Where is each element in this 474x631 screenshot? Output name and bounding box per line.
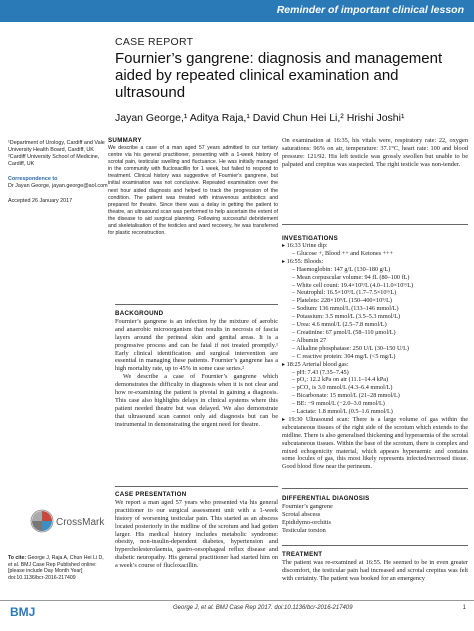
header-banner-text: Reminder of important clinical lesson [276,4,464,16]
investigation-item: – Bicarbonate: 15 mmol/L (21–28 mmol/L) [292,392,400,400]
investigation-item: – C reactive protein: 304 mg/L (<5 mg/L) [292,352,396,360]
bmj-logo-text: BMJ [10,605,36,618]
investigation-item: – pO₂: 12.2 kPa on air (11.1–14.4 kPa) [292,376,389,384]
header-banner [0,0,474,22]
ultrasound-item: ▸ 19:30 Ultrasound scan: There is a large volume of gas within the subcutaneous tissues of the right side of the scrotum which extends to the midline. There is also generalised thickening and hyperaemia of the scrotal subcutaneous tissues. Within the base of the scrotum, there is complex and mixed echogenicity material, which appears hyperaemic and contains some locules of gas, this most likely represents infected/necrosed tissue. Good blood flow near the perineum. [282,415,468,471]
investigations-heading: INVESTIGATIONS [282,235,338,242]
ddx-item: Scrotal abscess [282,510,321,518]
investigation-item: – Alkaline phosphatase: 250 U/L (30–150 U/L) [292,344,409,352]
divider [115,304,278,305]
investigation-item: – Haemoglobin: 147 g/L (130–180 g/L) [292,265,391,273]
divider [282,545,468,546]
divider [282,224,468,225]
article-title: Fournier’s gangrene: diagnosis and management aided by repeated clinical examination and ultrasound [115,50,443,101]
ddx-section [282,495,468,535]
summary-text: We describe a case of a man aged 57 years admitted to our tertiary centre via his general practitioner, presenting with a 1-week history of scrotal pain, testicular swelling and fluctuance. He was initially managed in the community with flucloxacillin for 1 week, but failed to respond to treatment. Clinical history was suggestive of Fournier’s gangrene, but initial examination was not conclusive. Repeated examination over the next hour aided diagnosis and helped to track the progression of the condition. The patient was treated with intravenous antibiotics and prepared for theatre. Since there was a delay in getting the patient to theatre, an ultrasound scan was performed to help ascertain the extent of the disease to aid surgical planning. Following successful debridement and skeletalisation of the testicles and ward recovery, he was transferred for plastic reconstruction. [108,145,278,237]
investigation-item: – Glucose +, Blood ++ and Ketones +++ [292,249,394,257]
ddx-heading: DIFFERENTIAL DIAGNOSIS [282,495,370,502]
ddx-item: Epididymo-orchitis [282,518,331,526]
article-type: CASE REPORT [115,36,194,48]
investigation-item: – Neutrophil: 16.5×10⁹/L (1.7–7.5×10⁹/L) [292,289,397,297]
investigation-item: – Creatinine: 67 μmol/L (58–110 μmol/L) [292,328,396,336]
investigation-item: – pCO₂ is 3.0 mmol/L (4.3–6.4 mmol/L) [292,384,393,392]
investigation-item: – Mean corpuscular volume: 94 fL (80–100 fL) [292,273,410,281]
investigation-item: – BE: −9 mmol/L (−2.0–3.0 mmol/L) [292,400,385,408]
author-list: Jayan George,¹ Aditya Raja,¹ David Chun Hei Li,² Hrishi Joshi¹ [115,112,405,124]
footer-citation: George J, et al. BMJ Case Rep 2017. doi:10.1136/bcr-2016-217409 [173,605,353,611]
summary-heading: SUMMARY [108,137,142,144]
case-heading: CASE PRESENTATION [115,491,187,498]
investigation-item: – Sodium: 136 mmol/L (133–146 mmol/L) [292,305,399,313]
investigation-item: – White cell count: 19.4×10⁹/L (4.0–11.0×10⁹/L) [292,281,414,289]
investigations-section [282,235,468,471]
correspondence-heading: Correspondence to [8,176,58,182]
investigation-item: ▸ 18:25 Arterial blood gas: [282,360,349,368]
footer-divider [0,600,474,601]
background-paragraph-1: Fournier’s gangrene is an infection by the mixture of aerobic and anaerobic microorganism that results in necrosis of fascia layers around the perineal skin and genital areas. It is a progressive process and can be fatal if not treated promptly.¹ Early clinical identification and surgical intervention are essential in managing these patients. Fournier’s gangrene has a high mortality rate, up to 45% in some case series.² [115,317,278,373]
investigation-item: – Potassium: 3.5 mmol/L (3.5–5.3 mmol/L) [292,313,401,321]
investigation-item: – Albumin 27 [292,336,327,344]
investigation-item: – Platelets: 228×10⁹/L (150–400×10⁹/L) [292,297,392,305]
page-number: 1 [462,605,466,611]
treatment-section [282,551,468,583]
divider [115,486,278,487]
background-heading: BACKGROUND [115,310,164,317]
correspondence-body[interactable]: Dr Jayan George, jayan.george@aol.com [8,183,108,189]
background-section [115,310,278,429]
exam-section [282,137,468,169]
investigation-item: ▸ 16:55: Bloods: [282,257,324,265]
ddx-item: Fournier’s gangrene [282,502,333,510]
investigation-item: ▸ 16:33 Urine dip: [282,242,328,249]
affiliations: ¹Department of Urology, Cardiff and Vale University Health Board, Cardiff, UK ²Cardiff University School of Medicine, Cardiff, UK [8,140,105,167]
treatment-heading: TREATMENT [282,551,323,558]
investigations-list [282,242,468,416]
cite-heading: To cite: [8,555,27,561]
investigation-item: – Urea: 4.6 mmol/L (2.5–7.8 mmol/L) [292,321,387,329]
bmj-logo [10,604,40,618]
case-paragraph: We report a man aged 57 years who presented via his general practitioner to our surgical assessment unit with a 1-week history of worsening testicular pain. This started as an abscess located posteriorly in the midline of the scrotum and had gotten larger. His medical history includes metabolic syndrome: obesity, non-insulin-dependent diabetes, hypertension and hypercholesterolaemia, gastro-oesophageal reflux disease and diabetic neuropathy. His general practitioner had started him on a week’s course of flucloxacillin. [115,498,278,570]
crossmark-icon [30,508,108,534]
investigation-item: – Lactate: 1.8 mmol/L (0.5–1.6 mmol/L) [292,408,393,416]
cite-text: George J, Raja A, Chun Hei Li D, et al. BMJ Case Rep Published online: [please include Day Month Year] doi:10.1136/bcr-2016-217409 [8,555,104,581]
investigation-item: – pH: 7.43 (7.35–7.45) [292,368,349,376]
treatment-paragraph: The patient was re-examined at 16:55. He seemed to be in even greater discomfort, the testicular pain had increased and scrotal crepitus was felt with certainty. The patient was booked for an emergency [282,558,468,582]
exam-paragraph: On examination at 16:35, his vitals were, respiratory rate: 22, oxygen saturations: 96% on air, temperature: 37.1°C, heart rate: 100 and blood pressure: 121/92. His left testicle was grossly swollen but unable to be palpated and crepitus was suspected. The right testicle was non-tender. [282,137,468,168]
crossmark-label: CrossMark [56,517,105,528]
citation-box [8,555,108,581]
left-sidebar [8,140,108,205]
crossmark-badge[interactable] [30,508,108,534]
accepted-date: Accepted 26 January 2017 [8,198,73,204]
background-paragraph-2: We describe a case of Fournier’s gangrene which demonstrates the difficulty in diagnosis when it is not clear and how re-examining the patient is pivotal in gaining a diagnosis. This case also highlights delays in clinical systems where this patient needed theatre but was delayed. We also demonstrate that ultrasound scan cannot only aid diagnosis but can be instrumental in demonstrating the urgent need for theatre. [115,373,278,428]
divider [282,488,468,489]
case-section [115,491,278,570]
ddx-item: Testicular torsion [282,526,326,534]
